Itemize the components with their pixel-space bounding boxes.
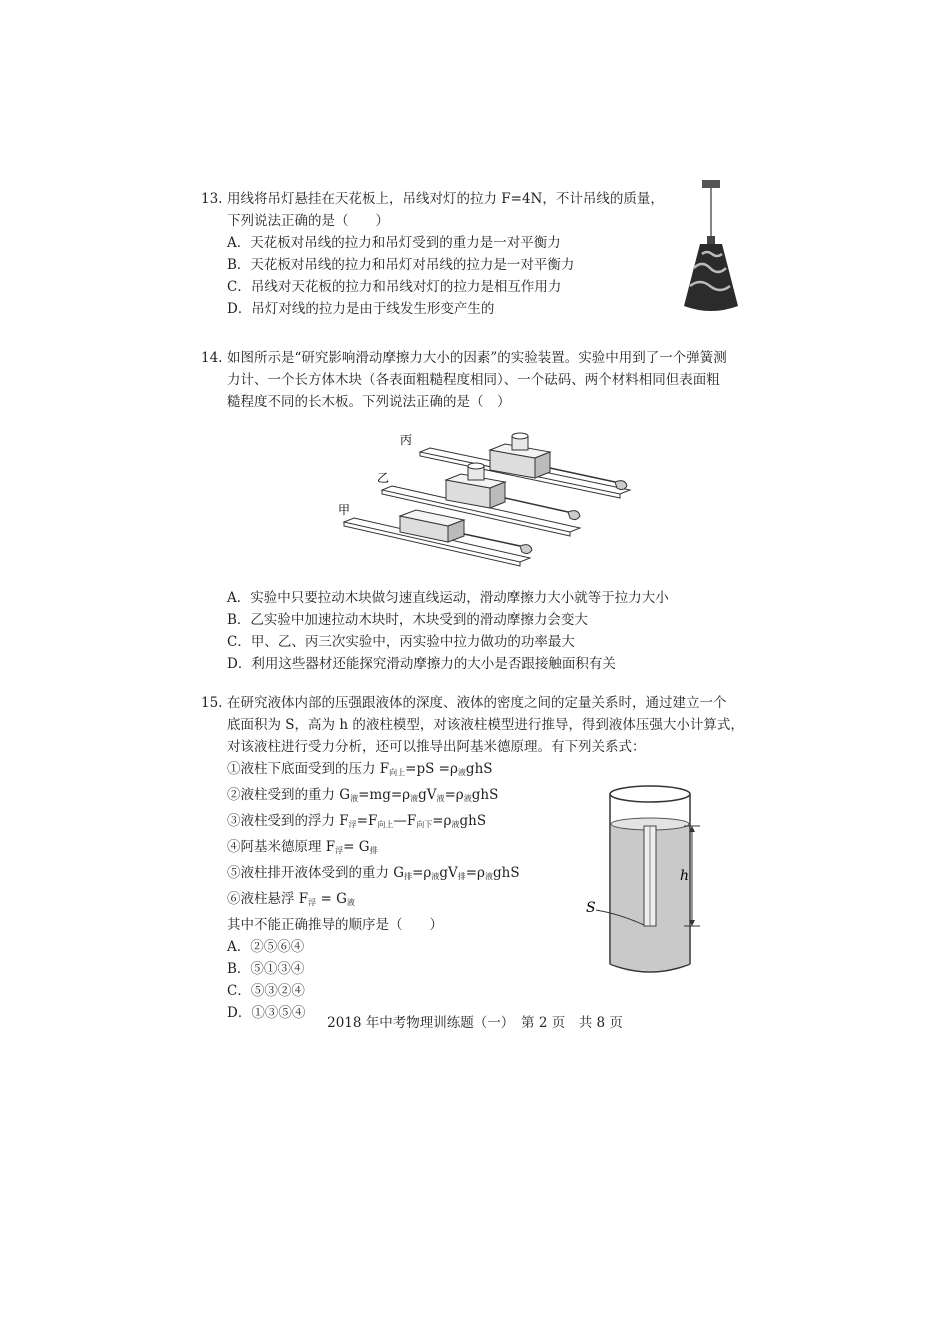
question-number: 13.	[201, 191, 223, 207]
option-b: B．天花板对吊线的拉力和吊灯对吊线的拉力是一对平衡力	[227, 257, 575, 273]
question-stem: 如图所示是“研究影响滑动摩擦力大小的因素”的实验装置。实验中用到了一个弹簧测	[227, 350, 727, 366]
question-prompt: 其中不能正确推导的顺序是（ ）	[227, 917, 443, 933]
question-stem: 下列说法正确的是（ ）	[227, 213, 389, 229]
option-d: D．吊灯对线的拉力是由于线发生形变产生的	[227, 301, 495, 317]
option-b: B．⑤①③④	[227, 961, 305, 977]
hand-jia	[520, 545, 532, 554]
question-14-options	[201, 587, 669, 675]
option-a: A．实验中只要拉动木块做匀速直线运动，滑动摩擦力大小就等于拉力大小	[227, 590, 669, 606]
option-d: D．利用这些器材还能探究滑动摩擦力的大小是否跟接触面积有关	[227, 656, 616, 672]
question-stem: 糙程度不同的长木板。下列说法正确的是（ ）	[227, 394, 511, 410]
question-number: 15.	[201, 695, 223, 711]
option-a: A．天花板对吊线的拉力和吊灯受到的重力是一对平衡力	[227, 235, 561, 251]
hand-bing	[615, 481, 627, 490]
relation-6: ⑥液柱悬浮 $F_浮 = G_液$	[227, 891, 355, 907]
page-footer: 2018 年中考物理训练题（一） 第 2 页 共 8 页	[327, 1015, 623, 1031]
question-stem: 对该液柱进行受力分析，还可以推导出阿基米德原理。有下列关系式：	[227, 739, 646, 755]
block-bing	[490, 433, 550, 478]
option-c: C．吊线对天花板的拉力和吊线对灯的拉力是相互作用力	[227, 279, 562, 295]
friction-experiment-figure	[330, 430, 660, 580]
ceiling-mount	[702, 180, 720, 188]
spring-scale-yi	[505, 498, 568, 512]
relation-5: ⑤液柱排开液体受到的重力 $G_排=\rho_液gV_排=\rho_液ghS$	[227, 865, 520, 881]
option-d: D．①③⑤④	[227, 1005, 306, 1021]
label-jia: 甲	[338, 503, 351, 517]
glass-rim	[610, 786, 690, 802]
relation-2: ②液柱受到的重力 $G_液=mg=\rho_液gV_液=\rho_液ghS$	[227, 787, 499, 803]
option-c: C．⑤③②④	[227, 983, 305, 999]
relation-1: ①液柱下底面受到的压力 $F_{向上}=pS =\rho_液ghS$	[227, 761, 493, 777]
question-number: 14.	[201, 350, 223, 366]
option-c: C．甲、乙、丙三次实验中，丙实验中拉力做功的功率最大	[227, 634, 575, 650]
question-stem: 底面积为 S，高为 h 的液柱模型，对该液柱模型进行推导，得到液体压强大小计算式，	[227, 717, 744, 733]
label-h: h	[680, 868, 690, 884]
lamp-cap	[707, 236, 715, 244]
liquid-column-figure	[580, 782, 730, 982]
spring-scale-jia	[464, 534, 520, 546]
question-stem: 力计、一个长方体木块（各表面粗糙程度相同）、一个砝码、两个材料相同但表面粗	[227, 372, 720, 388]
label-bing: 丙	[400, 433, 413, 447]
hanging-lamp-figure	[680, 178, 750, 318]
option-a: A．②⑤⑥④	[227, 939, 305, 955]
option-b: B．乙实验中加速拉动木块时，木块受到的滑动摩擦力会变大	[227, 612, 588, 628]
relation-4: ④阿基米德原理 $F_浮= G_排$	[227, 839, 378, 855]
question-13	[201, 188, 664, 320]
question-stem: 用线将吊灯悬挂在天花板上，吊线对灯的拉力 F=4N，不计吊线的质量，	[227, 191, 664, 207]
relation-3: ③液柱受到的浮力 $F_浮=F_{向上}—F_{向下}=\rho_液ghS$	[227, 813, 487, 829]
label-yi: 乙	[377, 471, 390, 485]
hand-yi	[568, 511, 580, 520]
question-stem: 在研究液体内部的压强跟液体的深度、液体的密度之间的定量关系时，通过建立一个	[227, 695, 727, 711]
question-14	[201, 347, 727, 413]
label-s: S	[586, 900, 596, 916]
